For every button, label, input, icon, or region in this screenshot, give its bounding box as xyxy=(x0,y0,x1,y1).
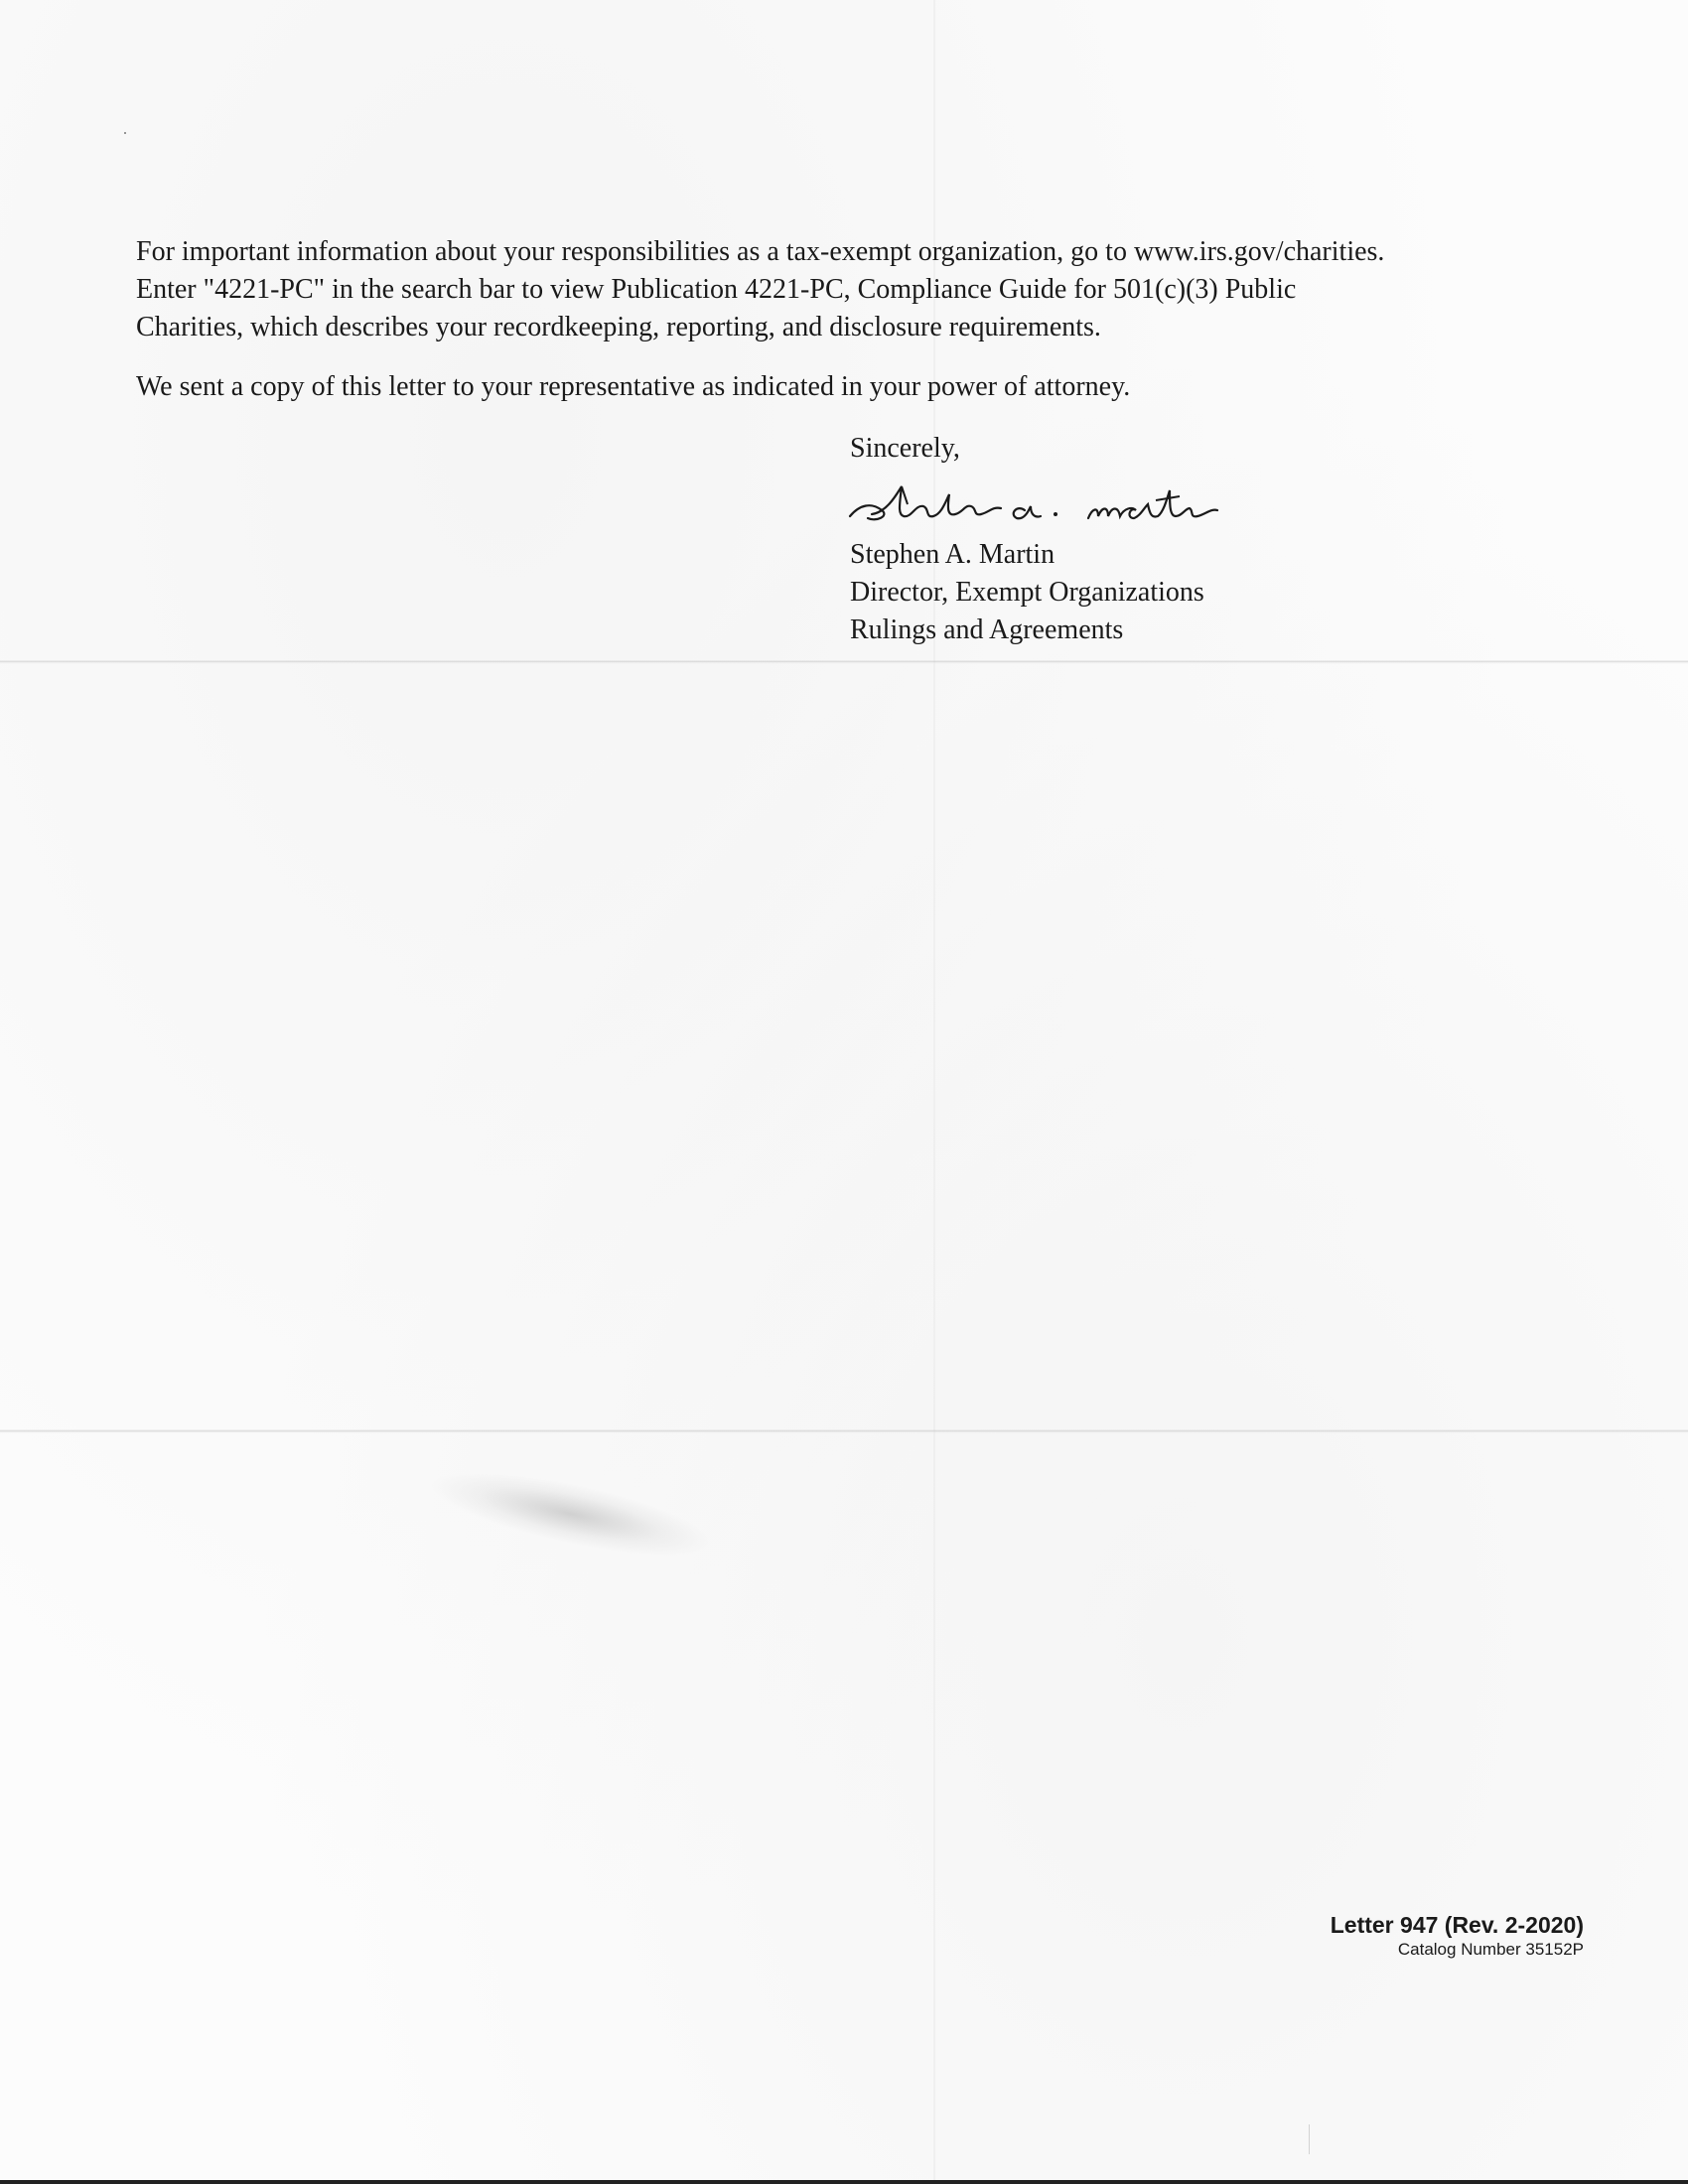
signatory-title: Director, Exempt Organizations xyxy=(850,577,1204,608)
letter-form-id: Letter 947 (Rev. 2-2020) xyxy=(1330,1912,1584,1938)
signatory-name: Stephen A. Martin xyxy=(850,539,1055,570)
signatory-block xyxy=(850,536,1204,649)
signatory-department: Rulings and Agreements xyxy=(850,614,1124,645)
scan-speck xyxy=(124,132,126,134)
paper-fold-lower xyxy=(0,1430,1688,1433)
paper-smudge xyxy=(424,1455,718,1573)
paragraph-line: Enter "4221-PC" in the search bar to view Publication 4221-PC, Compliance Guide for 501(c)(3) Public xyxy=(136,274,1297,305)
paper-fold-upper xyxy=(0,660,1688,664)
catalog-number: Catalog Number 35152P xyxy=(1397,1940,1584,1959)
closing-salutation: Sincerely, xyxy=(850,433,960,464)
scan-mark xyxy=(1309,2124,1310,2154)
scan-bottom-edge xyxy=(0,2180,1688,2184)
handwritten-signature xyxy=(842,475,1229,534)
form-footer xyxy=(1331,1911,1584,1961)
signature-graphic xyxy=(842,475,1229,534)
paragraph-line: For important information about your responsibilities as a tax-exempt organization, go to www.irs.gov/charities. xyxy=(136,236,1385,267)
copy-notice-paragraph: We sent a copy of this letter to your representative as indicated in your power of attorney. xyxy=(136,371,1131,402)
paragraph-line: Charities, which describes your recordkeeping, reporting, and disclosure requirements. xyxy=(136,312,1101,342)
responsibilities-paragraph xyxy=(136,233,1566,346)
